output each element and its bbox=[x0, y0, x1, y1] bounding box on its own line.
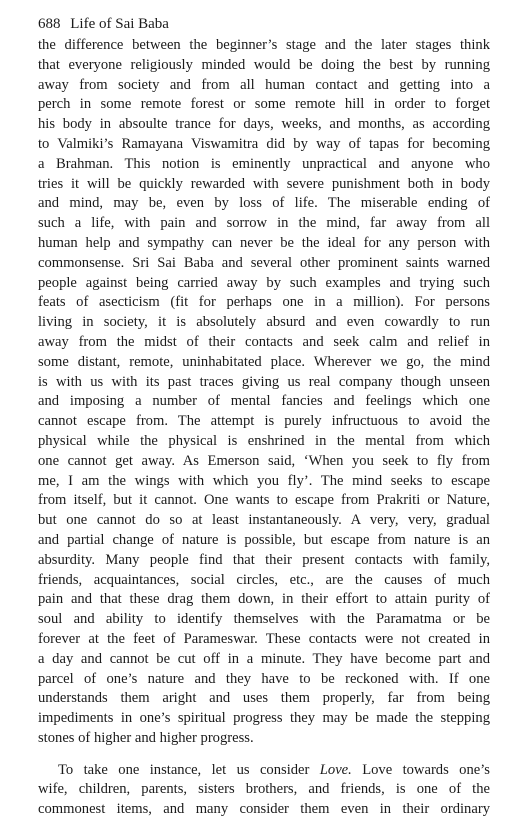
text-line: cannot escape from. The attempt is purely infructuous to avoid the bbox=[38, 413, 490, 430]
text-line: living in society, it is absolutely absurd and even cowardly to run bbox=[38, 314, 490, 331]
text-line: perch in some remote forest or some remote hill in order to forget bbox=[38, 96, 490, 113]
text-line: people against being carried away by such examples and trying such bbox=[38, 274, 490, 291]
text-line: is with us with its past traces giving us real company though unseen bbox=[38, 373, 490, 390]
text-line: a Brahman. This notion is eminently unpractical and anyone who bbox=[38, 155, 490, 172]
text-line: physical while the physical is enshrined in the mental from which bbox=[38, 432, 490, 449]
text-run: Love towards one’s bbox=[351, 761, 490, 778]
text-line: such a life, with pain and sorrow in the mind, far away from all bbox=[38, 215, 490, 232]
book-title: Life of Sai Baba bbox=[70, 16, 169, 32]
text-line: wife, children, parents, sisters brothers, and friends, is one of the bbox=[38, 781, 490, 798]
text-line: the difference between the beginner’s stage and the later stages think bbox=[38, 37, 490, 53]
text-line: me, I am the wings with which you fly’. The mind seeks to escape bbox=[38, 472, 490, 489]
body-paragraph bbox=[38, 761, 490, 820]
text-line: from itself, but it cannot. One wants to escape from Prakriti or Nature, bbox=[38, 492, 490, 509]
text-line: away from society and from all human contact and getting into a bbox=[38, 76, 490, 93]
text-line: but one cannot do so at least instantaneously. A very, very, gradual bbox=[38, 512, 490, 529]
book-page bbox=[38, 14, 490, 820]
text-line: and partial change of nature is possible, but escape from nature is an bbox=[38, 531, 490, 548]
text-line: to Valmiki’s Ramayana Viswamitra did by way of tapas for becoming bbox=[38, 135, 490, 152]
text-line: his body in absoulte trance for days, weeks, and months, as according bbox=[38, 116, 490, 133]
text-line: away from the midst of their contacts and seek calm and relief in bbox=[38, 333, 490, 350]
text-line: stones of higher and higher progress. bbox=[38, 729, 254, 746]
text-line: feats of asecticism (fit for perhaps one in a million). For persons bbox=[38, 294, 490, 311]
text-line: soul and ability to identify themselves with the Paramatma or be bbox=[38, 611, 490, 628]
text-line: and imposing a number of mental fancies and feelings which one bbox=[38, 393, 490, 410]
text-line: some distant, remote, uninhabitated place. Wherever we go, the mind bbox=[38, 353, 490, 370]
text-line: human help and sympathy can never be the ideal for any person with bbox=[38, 234, 490, 251]
text-line: tries it will be quickly rewarded with severe punishment both in body bbox=[38, 175, 490, 192]
text-line: commonsense. Sri Sai Baba and several other prominent saints warned bbox=[38, 254, 490, 271]
text-line: impediments in one’s spiritual progress they may be made the stepping bbox=[38, 710, 490, 727]
text-line: absurdity. Many people find that their present contacts with family, bbox=[38, 551, 490, 568]
text-line bbox=[38, 761, 490, 781]
text-line: one cannot get away. As Emerson said, ‘When you seek to fly from bbox=[38, 452, 490, 469]
text-line: that everyone religiously minded would be doing the best by running bbox=[38, 56, 490, 73]
paragraph-gap bbox=[38, 749, 490, 761]
text-line: and mind, may be, even by loss of life. The miserable ending of bbox=[38, 195, 490, 212]
text-run: To take one instance, let us consider bbox=[58, 761, 320, 778]
text-line: pain and that these drag them down, in their effort to attain purity of bbox=[38, 591, 490, 608]
running-head bbox=[38, 14, 490, 34]
text-line: understands them aright and uses them properly, far from being bbox=[38, 690, 490, 707]
text-line: commonest items, and many consider them even in their ordinary bbox=[38, 801, 490, 818]
page-number: 688 bbox=[38, 16, 61, 32]
text-line: friends, acquaintances, social circles, etc., are the causes of much bbox=[38, 571, 490, 588]
text-line: parcel of one’s nature and they have to be reckoned with. If one bbox=[38, 670, 490, 687]
text-line: forever at the feet of Parameswar. These contacts were not created in bbox=[38, 630, 490, 647]
text-line: a day and cannot be cut off in a minute. They have become part and bbox=[38, 650, 490, 667]
body-paragraph bbox=[38, 36, 490, 749]
emphasis-text: Love. bbox=[319, 761, 352, 778]
